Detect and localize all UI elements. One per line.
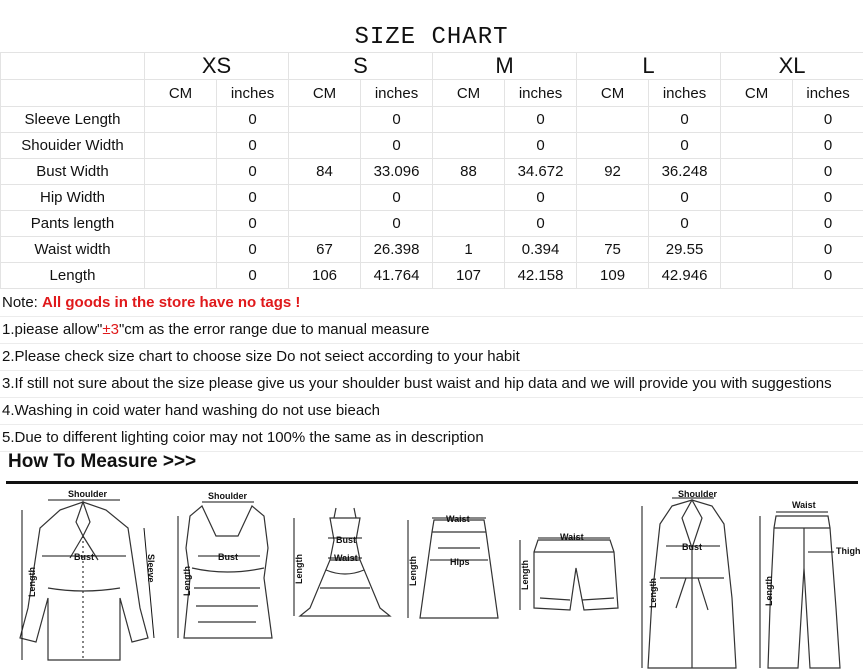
table-cell xyxy=(433,211,505,237)
unit-inches: inches xyxy=(361,80,433,107)
unit-corner-cell xyxy=(1,80,145,107)
note-item-3: 3.If still not sure about the size please give us your shoulder bust waist and hip data and we will provide you with suggestions xyxy=(0,371,863,398)
size-header-row xyxy=(1,53,863,80)
table-row xyxy=(1,159,863,185)
table-cell: 0 xyxy=(361,211,433,237)
sleeve-label: Sleeve xyxy=(146,554,156,583)
hips-label: Hips xyxy=(450,557,470,567)
measure-figures xyxy=(0,488,863,672)
table-row xyxy=(1,185,863,211)
blouse-illustration xyxy=(8,488,158,668)
note-line xyxy=(0,290,863,317)
table-cell: 0 xyxy=(217,133,289,159)
table-cell: 0 xyxy=(649,211,721,237)
how-to-measure-text: How To Measure xyxy=(8,451,158,472)
table-cell xyxy=(289,133,361,159)
table-cell: 0 xyxy=(217,211,289,237)
row-label: Waist width xyxy=(1,237,145,263)
bust-label: Bust xyxy=(336,535,356,545)
row-label: Shouider Width xyxy=(1,133,145,159)
table-cell: 0.394 xyxy=(505,237,577,263)
row-label: Length xyxy=(1,263,145,289)
note-item-4: 4.Washing in coid water hand washing do not use bieach xyxy=(0,398,863,425)
table-cell: 0 xyxy=(793,185,863,211)
table-cell xyxy=(577,107,649,133)
bust-label: Bust xyxy=(74,552,94,562)
table-cell: 0 xyxy=(217,237,289,263)
row-label: Pants length xyxy=(1,211,145,237)
note-1-text: 1.piease allow" xyxy=(2,321,103,338)
row-label: Sleeve Length xyxy=(1,107,145,133)
table-cell xyxy=(721,107,793,133)
table-cell: 0 xyxy=(217,159,289,185)
table-cell: 92 xyxy=(577,159,649,185)
shorts-illustration xyxy=(510,488,622,668)
table-cell xyxy=(145,211,217,237)
unit-cm: CM xyxy=(433,80,505,107)
table-cell: 67 xyxy=(289,237,361,263)
table-cell: 0 xyxy=(793,107,863,133)
table-cell: 34.672 xyxy=(505,159,577,185)
table-cell xyxy=(721,263,793,289)
dress-illustration xyxy=(290,488,400,668)
table-cell: 106 xyxy=(289,263,361,289)
table-cell xyxy=(145,159,217,185)
waist-label: Waist xyxy=(792,500,816,510)
table-cell xyxy=(433,107,505,133)
table-cell: 0 xyxy=(793,159,863,185)
length-label: Length xyxy=(408,556,418,586)
table-cell xyxy=(721,185,793,211)
table-cell: 26.398 xyxy=(361,237,433,263)
bust-label: Bust xyxy=(218,552,238,562)
waist-label: Waist xyxy=(446,514,470,524)
table-cell xyxy=(145,133,217,159)
table-cell xyxy=(433,133,505,159)
table-cell xyxy=(577,133,649,159)
unit-cm: CM xyxy=(145,80,217,107)
table-cell xyxy=(289,185,361,211)
table-row xyxy=(1,133,863,159)
unit-inches: inches xyxy=(505,80,577,107)
table-cell: 41.764 xyxy=(361,263,433,289)
table-cell: 0 xyxy=(217,185,289,211)
table-cell: 0 xyxy=(793,211,863,237)
table-cell: 75 xyxy=(577,237,649,263)
skirt-illustration xyxy=(398,488,508,668)
table-row xyxy=(1,263,863,289)
table-cell: 0 xyxy=(649,107,721,133)
size-l: L xyxy=(577,53,721,80)
table-row xyxy=(1,211,863,237)
bust-label: Bust xyxy=(682,542,702,552)
how-to-measure-header xyxy=(0,449,863,485)
table-cell: 0 xyxy=(361,133,433,159)
table-cell: 0 xyxy=(361,185,433,211)
coat-illustration xyxy=(636,488,746,672)
divider xyxy=(6,481,858,484)
note-1-tolerance: ±3 xyxy=(102,321,119,338)
table-cell: 42.158 xyxy=(505,263,577,289)
page-title: SIZE CHART xyxy=(354,24,509,51)
table-cell xyxy=(721,133,793,159)
table-cell: 0 xyxy=(505,185,577,211)
thigh-label: Thigh xyxy=(836,546,861,556)
note-prefix: Note: xyxy=(2,294,43,311)
dress-figure xyxy=(290,488,400,668)
table-cell: 0 xyxy=(649,185,721,211)
table-cell xyxy=(289,211,361,237)
row-label: Hip Width xyxy=(1,185,145,211)
arrows-icon: >>> xyxy=(162,451,197,472)
table-cell: 0 xyxy=(361,107,433,133)
table-row xyxy=(1,237,863,263)
size-m: M xyxy=(433,53,577,80)
table-cell xyxy=(577,185,649,211)
blouse-figure xyxy=(8,488,158,668)
table-cell: 109 xyxy=(577,263,649,289)
table-cell: 0 xyxy=(505,211,577,237)
table-cell xyxy=(577,211,649,237)
length-label: Length xyxy=(294,554,304,584)
size-s: S xyxy=(289,53,433,80)
note-item-1 xyxy=(0,317,863,344)
note-1-text-end: "cm as the error range due to manual measure xyxy=(118,321,430,338)
coat-figure xyxy=(636,488,746,672)
unit-inches: inches xyxy=(649,80,721,107)
unit-header-row xyxy=(1,80,863,107)
shoulder-label: Shoulder xyxy=(68,489,108,499)
unit-cm: CM xyxy=(289,80,361,107)
tank-top-illustration xyxy=(172,488,282,668)
corner-cell xyxy=(1,53,145,80)
waist-label: Waist xyxy=(334,553,358,563)
table-cell: 29.55 xyxy=(649,237,721,263)
table-cell xyxy=(145,107,217,133)
table-cell: 0 xyxy=(217,263,289,289)
tank-top-figure xyxy=(172,488,282,668)
note-highlight: All goods in the store have no tags ! xyxy=(42,294,301,311)
pants-illustration xyxy=(752,488,862,672)
notes-section xyxy=(0,290,863,452)
shoulder-label: Shoulder xyxy=(208,491,248,501)
size-xs: XS xyxy=(145,53,289,80)
pants-figure xyxy=(752,488,862,672)
note-item-5: 5.Due to different lighting coior may not 100% the same as in description xyxy=(0,425,863,452)
waist-label: Waist xyxy=(560,532,584,542)
shorts-figure xyxy=(510,488,622,668)
length-label: Length xyxy=(27,567,37,597)
unit-cm: CM xyxy=(577,80,649,107)
row-label: Bust Width xyxy=(1,159,145,185)
size-xl: XL xyxy=(721,53,863,80)
table-cell: 0 xyxy=(505,133,577,159)
skirt-figure xyxy=(398,488,508,668)
table-cell xyxy=(145,185,217,211)
table-cell: 0 xyxy=(217,107,289,133)
note-item-2: 2.Please check size chart to choose size Do not seiect according to your habit xyxy=(0,344,863,371)
unit-inches: inches xyxy=(217,80,289,107)
table-cell xyxy=(721,211,793,237)
length-label: Length xyxy=(182,566,192,596)
table-cell: 84 xyxy=(289,159,361,185)
length-label: Length xyxy=(520,560,530,590)
length-label: Length xyxy=(648,578,658,608)
table-cell xyxy=(289,107,361,133)
table-cell xyxy=(721,237,793,263)
length-label: Length xyxy=(764,576,774,606)
table-cell xyxy=(433,185,505,211)
table-cell xyxy=(145,263,217,289)
table-cell: 0 xyxy=(505,107,577,133)
table-cell: 0 xyxy=(649,133,721,159)
how-to-measure-title xyxy=(8,451,196,473)
table-cell xyxy=(721,159,793,185)
table-cell: 42.946 xyxy=(649,263,721,289)
table-cell: 107 xyxy=(433,263,505,289)
table-cell xyxy=(145,237,217,263)
table-cell: 33.096 xyxy=(361,159,433,185)
table-cell: 0 xyxy=(793,237,863,263)
table-cell: 36.248 xyxy=(649,159,721,185)
unit-inches: inches xyxy=(793,80,863,107)
shoulder-label: Shoulder xyxy=(678,489,718,499)
unit-cm: CM xyxy=(721,80,793,107)
size-chart-table xyxy=(0,52,863,289)
table-cell: 0 xyxy=(793,133,863,159)
table-cell: 88 xyxy=(433,159,505,185)
table-cell: 1 xyxy=(433,237,505,263)
table-row xyxy=(1,107,863,133)
table-cell: 0 xyxy=(793,263,863,289)
